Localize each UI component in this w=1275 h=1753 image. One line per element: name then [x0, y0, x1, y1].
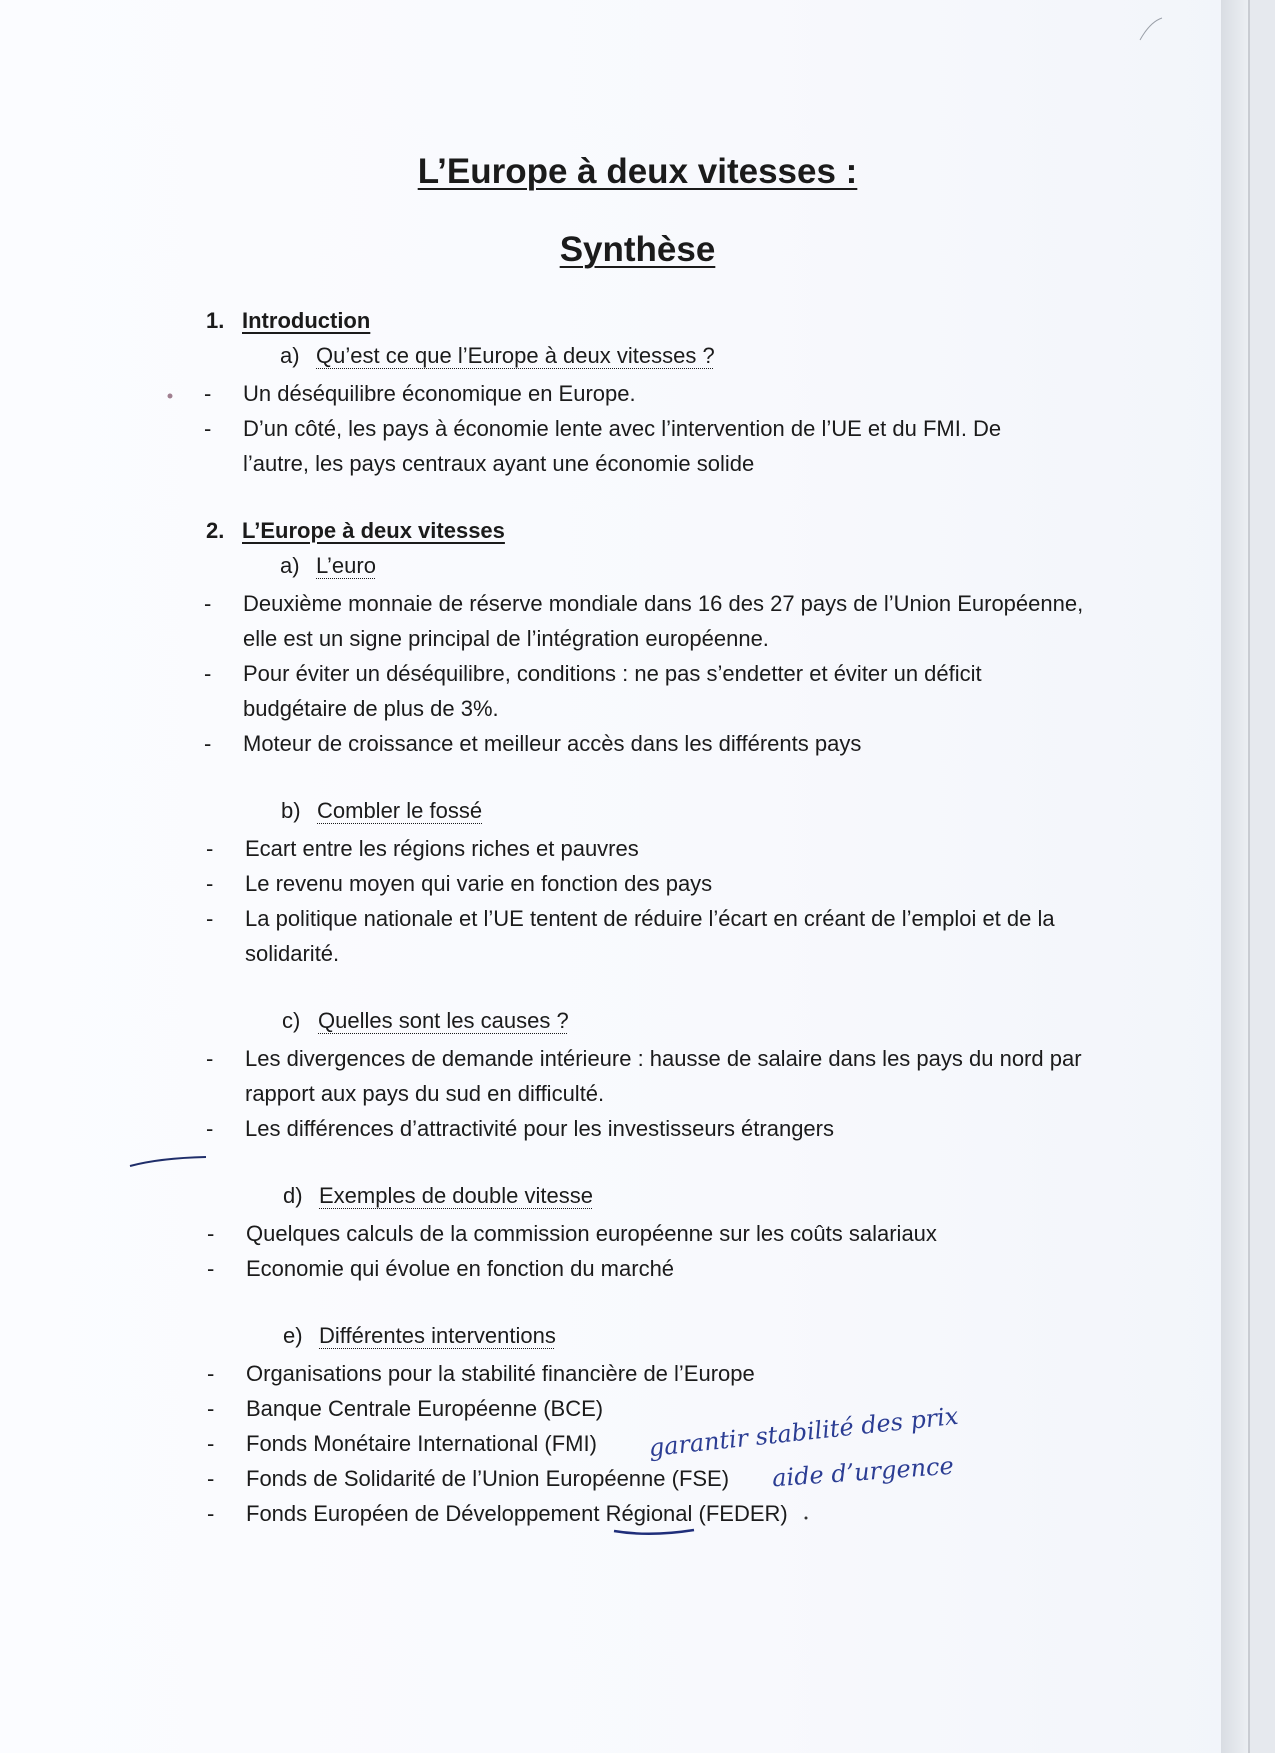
- subsection-letter: e): [283, 1323, 303, 1348]
- bullet-text: Banque Centrale Européenne (BCE): [246, 1396, 604, 1421]
- bullet-text: rapport aux pays du sud en difficulté.: [245, 1081, 605, 1106]
- subsection-letter: a): [280, 553, 300, 578]
- margin-pen-stroke: [130, 1157, 206, 1166]
- handwritten-note: aide d’urgence: [771, 1451, 955, 1493]
- subsection-letter: c): [282, 1008, 301, 1033]
- subsection-title: Quelles sont les causes ?: [318, 1008, 569, 1033]
- bullet-text: La politique nationale et l’UE tentent de réduire l’écart en créant de l’emploi et de la: [245, 906, 1055, 931]
- bullet-text: Fonds de Solidarité de l’Union Européenne (FSE): [246, 1466, 730, 1491]
- bullet-text: D’un côté, les pays à économie lente avec l’intervention de l’UE et du FMI. De: [243, 416, 1002, 441]
- section-number: 1.: [206, 308, 225, 333]
- document-subtitle: Synthèse: [559, 230, 716, 269]
- bullet-text: elle est un signe principal de l’intégration européenne.: [243, 626, 769, 651]
- bullet-text: Le revenu moyen qui varie en fonction des pays: [245, 871, 713, 896]
- subsection-letter: b): [281, 798, 301, 823]
- scanned-page: L’Europe à deux vitesses : Synthèse 1. Introduction a) Qu’est ce que l’Europe à deux vitesses ? - Un déséquilibre économique en Europe. - D’un côté, les pays à économie lente avec l’intervention de l’UE et du FMI. De l’autre, les pays centraux ayant une économie solide 2. L’Europe à deux vitesses a) L’euro - Deuxième monnaie de réserve mondiale dans 16 des 27 pays de l’Union Européenne, elle est un signe principal de l’intégration européenne. - Pour éviter un déséquilibre, conditions : ne pas s’endetter et éviter un déficit budgétaire de plus de 3%. - Moteur de croissance et meilleur accès dans les différents pays b) Combler le fossé - Ecart entre les régions riches et pauvres - Le revenu moyen qui varie en fonction des pays - La politique nationale et l’UE tentent de réduire l’écart en créant de l’emploi et de la solidarité. c) Quelles sont les causes ? - Les divergences de demande intérieure : hausse de salaire dans les pays du nord par rapport aux pays du sud en difficulté. - Les différences d’attractivité pour les investisseurs étrangers d) Exemples de double vitesse - Quelques calculs de la commission européenne sur les coûts salariaux - Economie qui évolue en fonction du marché e) Différentes interventions - Organisations pour la stabilité financière de l’Europe - Banque Centrale Européenne (BCE) - Fonds Monétaire International (FMI) - Fonds de Solidarité de l’Union Européenne (FSE) - Fonds Européen de Développement Régional (FEDER) garantir stabilité des prix aide d’urgence: [0, 0, 1248, 1753]
- bullet-text: Pour éviter un déséquilibre, conditions : ne pas s’endetter et éviter un déficit: [243, 661, 982, 686]
- bullet-text: Fonds Monétaire International (FMI): [246, 1431, 597, 1456]
- subsection-title: Combler le fossé: [317, 798, 483, 823]
- bullet-text: Un déséquilibre économique en Europe.: [243, 381, 636, 406]
- subsection-letter: d): [283, 1183, 303, 1208]
- subsection-title: L’euro: [316, 553, 376, 578]
- subsection-title: Exemples de double vitesse: [319, 1183, 593, 1208]
- bullet-text: Fonds Européen de Développement Régional (FEDER): [246, 1501, 788, 1526]
- bullet-text: Organisations pour la stabilité financière de l’Europe: [246, 1361, 755, 1386]
- scan-speck: [168, 394, 173, 399]
- bullet-text: Ecart entre les régions riches et pauvres: [245, 836, 639, 861]
- handwritten-note: garantir stabilité des prix: [647, 1401, 960, 1463]
- section-title: L’Europe à deux vitesses: [242, 518, 505, 543]
- bullet-text: solidarité.: [245, 941, 340, 966]
- bullet-text: Moteur de croissance et meilleur accès dans les différents pays: [243, 731, 862, 756]
- handwritten-underline: [614, 1530, 694, 1534]
- subsection-title: Qu’est ce que l’Europe à deux vitesses ?: [316, 343, 715, 368]
- scan-speck: [805, 1517, 808, 1520]
- section-title: Introduction: [242, 308, 371, 333]
- document-title: L’Europe à deux vitesses :: [417, 152, 858, 191]
- bullet-text: Deuxième monnaie de réserve mondiale dans 16 des 27 pays de l’Union Européenne,: [243, 591, 1084, 616]
- bullet-text: Quelques calculs de la commission européenne sur les coûts salariaux: [246, 1221, 937, 1246]
- bullet-text: l’autre, les pays centraux ayant une économie solide: [243, 451, 755, 476]
- section-number: 2.: [206, 518, 225, 543]
- bullet-text: budgétaire de plus de 3%.: [243, 696, 499, 721]
- bullet-text: Economie qui évolue en fonction du marché: [246, 1256, 675, 1281]
- bullet-text: Les différences d’attractivité pour les investisseurs étrangers: [245, 1116, 834, 1141]
- bullet-text: Les divergences de demande intérieure : hausse de salaire dans les pays du nord par: [245, 1046, 1082, 1071]
- page-fold-mark: [1140, 18, 1162, 40]
- subsection-letter: a): [280, 343, 300, 368]
- subsection-title: Différentes interventions: [319, 1323, 556, 1348]
